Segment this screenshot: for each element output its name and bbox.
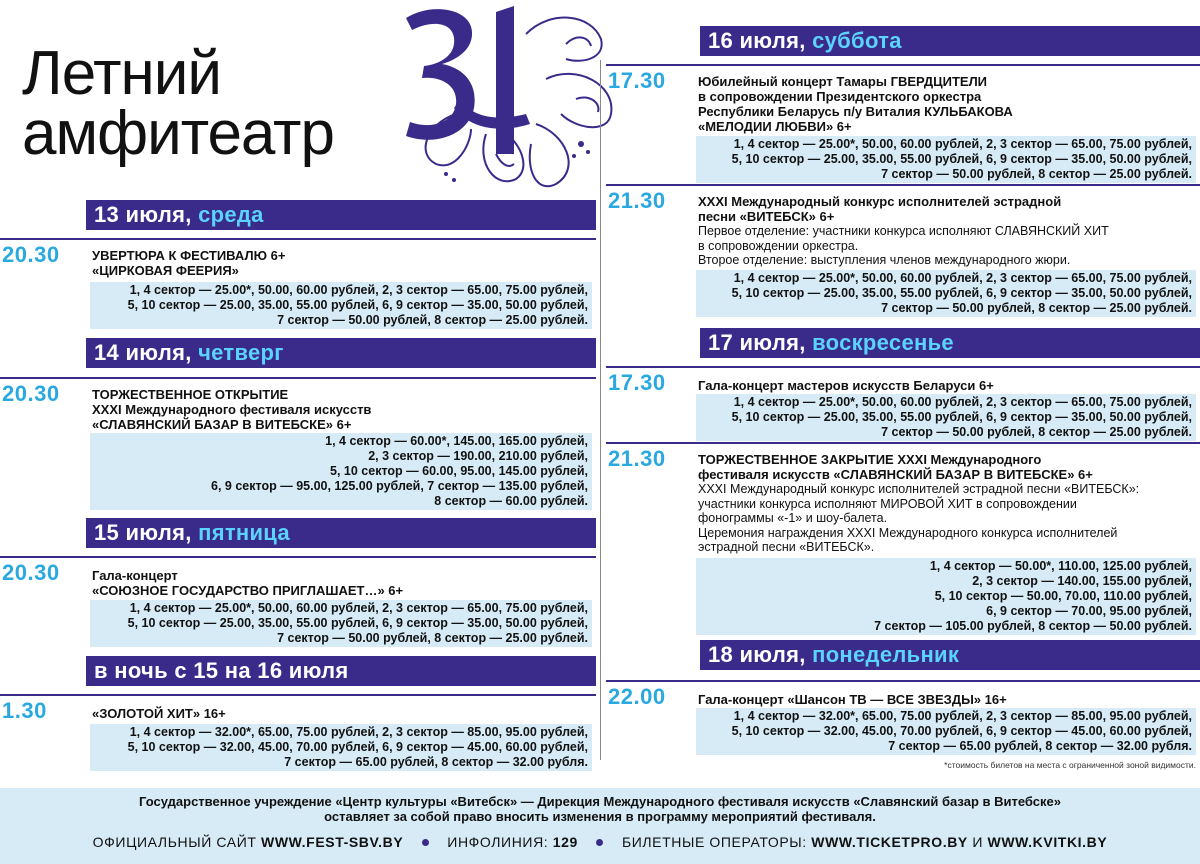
day-date: 13 июля,	[94, 202, 192, 227]
event-divider	[0, 377, 596, 379]
day-header-13	[86, 200, 596, 230]
event-vitebsk-contest	[606, 184, 1200, 320]
event-title: Гала-концерт «Шансон ТВ — ВСЕ ЗВЕЗДЫ» 16+	[698, 692, 1007, 707]
day-date: 18 июля,	[708, 642, 806, 667]
site-label: ОФИЦИАЛЬНЫЙ САЙТ	[92, 834, 262, 850]
footer	[0, 788, 1200, 864]
ticket-operators-label: БИЛЕТНЫЕ ОПЕРАТОРЫ:	[621, 834, 812, 850]
event-divider	[606, 442, 1200, 444]
day-date: 14 июля,	[94, 340, 192, 365]
day-weekday: суббота	[805, 28, 902, 53]
event-divider	[0, 556, 596, 558]
event-description: XXXI Международный конкурс исполнителей эстрадной песни «ВИТЕБСК»: участники конкурса исполняют МИРОВОЙ ХИТ в сопровождении фонограммы «-1» и шоу-балета. Церемония награждения XXXI Международного конкурса исполнителей эстрадной песни «ВИТЕБСК».	[698, 482, 1140, 554]
day-weekday: среда	[191, 202, 264, 227]
event-time: 17.30	[608, 370, 666, 395]
infoline-number[interactable]: 129	[552, 834, 578, 850]
venue-title	[22, 39, 334, 168]
event-time: 17.30	[608, 68, 666, 93]
footer-disclaimer: оставляет за собой право вносить изменения в программу мероприятий фестиваля.	[324, 809, 876, 824]
event-title: «ЗОЛОТОЙ ХИТ» 16+	[92, 706, 226, 721]
event-union-state	[0, 556, 596, 646]
site-link[interactable]: WWW.FEST-SBV.BY	[261, 834, 404, 850]
event-gverdtsiteli	[606, 64, 1200, 184]
day-date: 17 июля,	[708, 330, 806, 355]
ticketpro-link[interactable]: WWW.TICKETPRO.BY	[811, 834, 968, 850]
event-time: 20.30	[2, 381, 60, 406]
event-prices: 1, 4 сектор — 32.00*, 65.00, 75.00 рублей, 2, 3 сектор — 85.00, 95.00 рублей, 5, 10 сектор — 32.00, 45.00, 70.00 рублей, 6, 9 сектор — 45.00, 60.00 рублей, 7 сектор — 65.00 рублей, 8 сектор — 32.00 рубля.	[696, 708, 1196, 755]
event-uvertura	[0, 238, 596, 330]
event-title: ТОРЖЕСТВЕННОЕ ЗАКРЫТИЕ XXXI Международного фестиваля искусств «СЛАВЯНСКИЙ БАЗАР В ВИТЕБСКЕ» 6+	[698, 452, 1093, 482]
event-time: 1.30	[2, 698, 47, 723]
day-date: в ночь с 15 на 16 июля	[94, 658, 349, 683]
event-prices: 1, 4 сектор — 50.00*, 110.00, 125.00 рублей, 2, 3 сектор — 140.00, 155.00 рублей, 5, 10 сектор — 50.00, 70.00, 110.00 рублей, 6, 9 сектор — 70.00, 95.00 рублей, 7 сектор — 105.00 рублей, 8 сектор — 50.00 рублей.	[696, 558, 1196, 635]
day-weekday: понедельник	[805, 642, 960, 667]
day-header-16	[700, 26, 1200, 56]
event-divider	[606, 64, 1200, 66]
event-time: 21.30	[608, 446, 666, 471]
day-header-18	[700, 640, 1200, 670]
event-prices: 1, 4 сектор — 32.00*, 65.00, 75.00 рублей, 2, 3 сектор — 85.00, 95.00 рублей, 5, 10 сектор — 32.00, 45.00, 70.00 рублей, 6, 9 сектор — 45.00, 60.00 рублей, 7 сектор — 65.00 рублей, 8 сектор — 32.00 рубля.	[90, 724, 592, 771]
event-title: Гала-концерт «СОЮЗНОЕ ГОСУДАРСТВО ПРИГЛАШАЕТ…» 6+	[92, 568, 404, 598]
event-description: Первое отделение: участники конкурса исполняют СЛАВЯНСКИЙ ХИТ в сопровождении оркестра. Второе отделение: выступления членов международного жюри.	[698, 224, 1109, 267]
event-divider	[0, 694, 596, 696]
and-label: И	[967, 834, 988, 850]
bullet-icon	[422, 839, 429, 846]
event-prices: 1, 4 сектор — 25.00*, 50.00, 60.00 рублей, 2, 3 сектор — 65.00, 75.00 рублей, 5, 10 сектор — 25.00, 35.00, 55.00 рублей, 6, 9 сектор — 35.00, 50.00 рублей, 7 сектор — 50.00 рублей, 8 сектор — 25.00 рублей.	[696, 394, 1196, 441]
event-prices: 1, 4 сектор — 25.00*, 50.00, 60.00 рублей, 2, 3 сектор — 65.00, 75.00 рублей, 5, 10 сектор — 25.00, 35.00, 55.00 рублей, 6, 9 сектор — 35.00, 50.00 рублей, 7 сектор — 50.00 рублей, 8 сектор — 25.00 рублей.	[696, 270, 1196, 317]
title-line-1: Летний	[22, 39, 222, 108]
kvitki-link[interactable]: WWW.KVITKI.BY	[987, 834, 1108, 850]
infoline-label: ИНФОЛИНИЯ:	[447, 834, 553, 850]
title-line-2: амфитеатр	[22, 99, 334, 168]
event-title: Юбилейный концерт Тамары ГВЕРДЦИТЕЛИ в сопровождении Президентского оркестра Республики Беларусь п/у Виталия КУЛЬБАКОВА «МЕЛОДИИ ЛЮБВИ» 6+	[698, 74, 1013, 134]
footer-organizer: Государственное учреждение «Центр культуры «Витебск» — Дирекция Международного фестиваля искусств «Славянский базар в Витебске»	[139, 794, 1061, 809]
festival-logo	[376, 4, 626, 194]
day-weekday: четверг	[191, 340, 284, 365]
event-prices: 1, 4 сектор — 25.00*, 50.00, 60.00 рублей, 2, 3 сектор — 65.00, 75.00 рублей, 5, 10 сектор — 25.00, 35.00, 55.00 рублей, 6, 9 сектор — 35.00, 50.00 рублей, 7 сектор — 50.00 рублей, 8 сектор — 25.00 рублей.	[90, 282, 592, 329]
event-divider	[606, 680, 1200, 682]
price-footnote: *стоимость билетов на места с ограниченной зоной видимости.	[944, 760, 1196, 770]
event-title: Гала-концерт мастеров искусств Беларуси 6+	[698, 378, 994, 393]
event-chanson-tv	[606, 680, 1200, 756]
event-divider	[0, 238, 596, 240]
event-time: 20.30	[2, 560, 60, 585]
event-opening	[0, 377, 596, 509]
day-header-17	[700, 328, 1200, 358]
event-title: XXXI Международный конкурс исполнителей эстрадной песни «ВИТЕБСК» 6+	[698, 194, 1062, 224]
day-header-14	[86, 338, 596, 368]
event-prices: 1, 4 сектор — 25.00*, 50.00, 60.00 рублей, 2, 3 сектор — 65.00, 75.00 рублей, 5, 10 сектор — 25.00, 35.00, 55.00 рублей, 6, 9 сектор — 35.00, 50.00 рублей, 7 сектор — 50.00 рублей, 8 сектор — 25.00 рублей.	[696, 136, 1196, 183]
event-title: ТОРЖЕСТВЕННОЕ ОТКРЫТИЕ XXXI Международного фестиваля искусств «СЛАВЯНСКИЙ БАЗАР В ВИТЕБСКЕ» 6+	[92, 387, 372, 432]
event-time: 22.00	[608, 684, 666, 709]
day-weekday: пятница	[191, 520, 290, 545]
event-closing	[606, 442, 1200, 634]
day-header-night	[86, 656, 596, 686]
day-weekday: воскресенье	[805, 330, 954, 355]
footer-contacts	[0, 834, 1200, 850]
event-prices: 1, 4 сектор — 25.00*, 50.00, 60.00 рублей, 2, 3 сектор — 65.00, 75.00 рублей, 5, 10 сектор — 25.00, 35.00, 55.00 рублей, 6, 9 сектор — 35.00, 50.00 рублей, 7 сектор — 50.00 рублей, 8 сектор — 25.00 рублей.	[90, 600, 592, 647]
column-separator	[600, 60, 601, 760]
day-date: 15 июля,	[94, 520, 192, 545]
day-date: 16 июля,	[708, 28, 806, 53]
event-title: УВЕРТЮРА К ФЕСТИВАЛЮ 6+ «ЦИРКОВАЯ ФЕЕРИЯ»	[92, 248, 286, 278]
event-time: 20.30	[2, 242, 60, 267]
event-divider	[606, 366, 1200, 368]
event-prices: 1, 4 сектор — 60.00*, 145.00, 165.00 рублей, 2, 3 сектор — 190.00, 210.00 рублей, 5, 10 сектор — 60.00, 95.00, 145.00 рублей, 6, 9 сектор — 95.00, 125.00 рублей, 7 сектор — 135.00 рублей, 8 сектор — 60.00 рублей.	[90, 433, 592, 510]
day-header-15	[86, 518, 596, 548]
event-golden-hit	[0, 694, 596, 774]
event-time: 21.30	[608, 188, 666, 213]
event-masters-gala	[606, 366, 1200, 442]
bullet-icon	[596, 839, 603, 846]
event-divider	[606, 184, 1200, 186]
